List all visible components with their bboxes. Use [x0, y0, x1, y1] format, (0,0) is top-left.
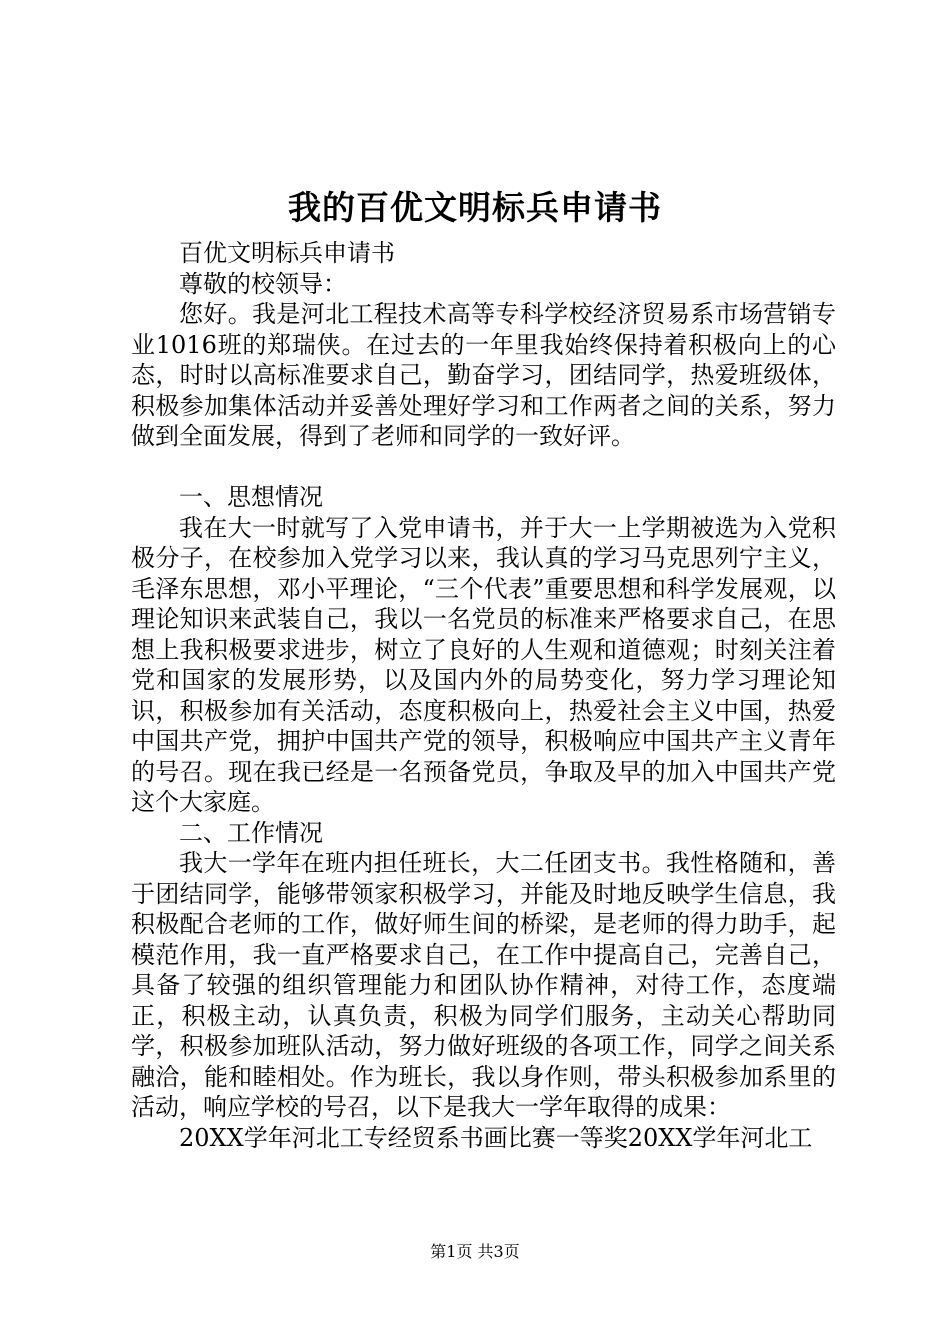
document-body [131, 238, 836, 1153]
section-heading-thought: 一、思想情况 [179, 483, 323, 511]
page-number-footer: 第1页 共3页 [430, 1242, 520, 1261]
paragraph-subtitle: 百优文明标兵申请书 [179, 239, 395, 267]
paragraph-work: 我大一学年在班内担任班长，大二任团支书。我性格随和，善于团结同学，能够带领家积极学习，并能及时地反映学生信息，我积极配合老师的工作，做好师生间的桥梁，是老师的得力助手，起模范作用，我一直严格要求自己，在工作中提高自己，完善自己，具备了较强的组织管理能力和团队协作精神，对待工作，态度端正，积极主动，认真负责，积极为同学们服务，主动关心帮助同学，积极参加班队活动，努力做好班级的各项工作，同学之间关系融洽，能和睦相处。作为班长，我以身作则，带头积极参加系里的活动，响应学校的号召，以下是我大一学年取得的成果： [131, 849, 836, 1121]
document-title: 我的百优文明标兵申请书 [288, 188, 662, 227]
section-heading-work: 二、工作情况 [179, 818, 323, 847]
paragraph-salutation: 尊敬的校领导： [179, 269, 347, 298]
paragraph-thought: 我在大一时就写了入党申请书，并于大一上学期被选为入党积极分子，在校参加入党学习以来，我认真的学习马克思列宁主义，毛泽东思想，邓小平理论，“三个代表”重要思想和科学发展观，以理论知识来武装自己，我以一名党员的标准来严格要求自己，在思想上我积极要求进步，树立了良好的人生观和道德观；时刻关注着党和国家的发展形势，以及国内外的局势变化，努力学习理论知识，积极参加有关活动，态度积极向上，热爱社会主义中国，热爱中国共产党，拥护中国共产党的领导，积极响应中国共产主义青年的号召。现在我已经是一名预备党员，争取及早的加入中国共产党这个大家庭。 [131, 513, 836, 816]
paragraph-introduction: 您好。我是河北工程技术高等专科学校经济贸易系市场营销专业1016班的郑瑞侠。在过去的一年里我始终保持着积极向上的心态，时时以高标准要求自己，勤奋学习，团结同学，热爱班级体，积极参加集体活动并妥善处理好学习和工作两者之间的关系，努力做到全面发展，得到了老师和同学的一致好评。 [131, 300, 836, 450]
paragraph-achievements: 20XX学年河北工专经贸系书画比赛一等奖20XX学年河北工 [179, 1123, 813, 1152]
